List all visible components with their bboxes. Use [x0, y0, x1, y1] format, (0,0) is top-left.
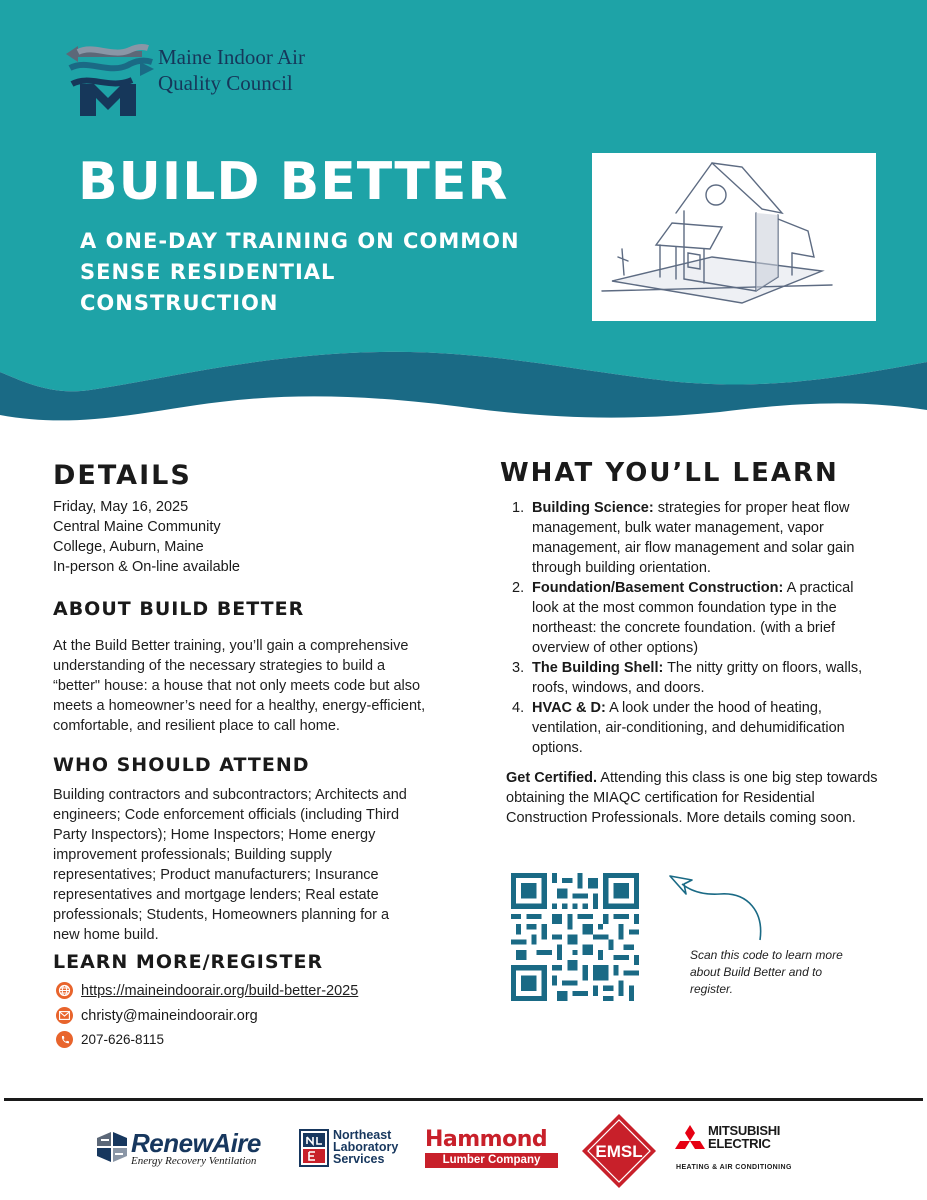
list-item: [512, 698, 882, 758]
mitsubishi-logo: [672, 1124, 798, 1174]
event-location: College, Auburn, Maine: [53, 539, 204, 555]
hammond-subname: Lumber Company: [425, 1153, 558, 1168]
emsl-logo: [580, 1112, 658, 1190]
mitsubishi-diamonds-icon: [674, 1124, 706, 1158]
register-heading: LEARN MORE/REGISTER: [53, 951, 324, 973]
nel-name-line1: Northeast: [333, 1128, 392, 1142]
renewaire-logo: [95, 1128, 285, 1168]
event-format: In-person & On-line available: [53, 559, 240, 575]
item-text: A look under the hood of heating, ventilation, air-conditioning, and dehumidification options.: [532, 700, 845, 756]
item-number: 4.: [512, 700, 525, 716]
mitsubishi-name-line1: MITSUBISHI: [708, 1123, 781, 1138]
list-item: [512, 498, 882, 578]
certification-note: [506, 768, 886, 828]
who-should-attend-text: Building contractors and subcontractors; Architects and engineers; Code enforcement officials (including Third Party Inspectors); Home Inspectors; Home energy improvement professionals; Building supply representatives; Product manufacturers; Insurance representatives and mortgage lenders; Real estate professionals; Students, Homeowners planning for a new home build.: [53, 787, 407, 943]
register-link[interactable]: https://maineindoorair.org/build-better-2025: [81, 982, 359, 999]
mitsubishi-tagline: HEATING & AIR CONDITIONING: [676, 1164, 792, 1171]
about-text: At the Build Better training, you’ll gain a comprehensive understanding of the necessary strategies to build a “better" house: a house that not only meets code but also meets a homeowner’s need for a healthy, energy-efficient, comfortable, and resilient place to call home.: [53, 638, 426, 734]
item-number: 2.: [512, 580, 525, 596]
nel-name-line3: Services: [333, 1152, 385, 1166]
list-item: [512, 658, 882, 698]
nel-logo: [299, 1127, 411, 1171]
page-subtitle: A ONE-DAY TRAINING ON COMMON SENSE RESIDENTIAL CONSTRUCTION: [80, 229, 520, 315]
event-date: Friday, May 16, 2025: [53, 499, 189, 515]
email-address[interactable]: christy@maineindoorair.org: [81, 1007, 258, 1024]
renewaire-name: RenewAire: [131, 1128, 261, 1158]
qr-scan-note: Scan this code to learn more about Build Better and to register.: [690, 948, 843, 996]
org-name: [158, 44, 305, 96]
nel-mark-icon: [299, 1129, 329, 1167]
who-should-attend-heading: WHO SHOULD ATTEND: [53, 754, 310, 776]
renewaire-mark-icon: [95, 1130, 129, 1166]
hammond-logo: [425, 1127, 560, 1169]
item-text: A practical look at the most common foundation type in the northeast: the concrete foundation. (with a brief overview of other options): [532, 580, 854, 656]
item-title: Foundation/Basement Construction:: [532, 580, 784, 596]
about-heading: ABOUT BUILD BETTER: [53, 598, 305, 620]
details-heading: DETAILS: [53, 460, 192, 491]
learning-topics-list: [512, 498, 882, 758]
house-sketch-image: [592, 153, 876, 321]
item-title: HVAC & D:: [532, 700, 606, 716]
emsl-name: EMSL: [595, 1142, 643, 1161]
item-number: 3.: [512, 660, 525, 676]
certification-text: Attending this class is one big step towards obtaining the MIAQC certification for Residential Construction Professionals. More details coming soon.: [506, 770, 878, 826]
emsl-diamond-icon: [580, 1112, 658, 1190]
org-name-line2: Quality Council: [158, 71, 293, 95]
website-contact: [56, 982, 358, 999]
certification-title: Get Certified.: [506, 770, 598, 786]
org-name-line1: Maine Indoor Air: [158, 45, 305, 69]
phone-contact: [56, 1031, 164, 1048]
list-item: [512, 578, 882, 658]
envelope-icon: [56, 1007, 73, 1024]
what-youll-learn-heading: WHAT YOU’LL LEARN: [500, 458, 839, 488]
renewaire-tagline: Energy Recovery Ventilation: [131, 1155, 257, 1167]
mitsubishi-name: [708, 1124, 780, 1150]
email-contact: [56, 1007, 258, 1024]
mitsubishi-name-line2: ELECTRIC: [708, 1136, 771, 1151]
item-text: strategies for proper heat flow management, bulk water management, vapor management, air flow management and solar gain through building orientation.: [532, 500, 855, 576]
qr-code[interactable]: [511, 873, 639, 1001]
hammond-name: Hammond: [425, 1127, 548, 1152]
item-number: 1.: [512, 500, 525, 516]
footer-divider: [4, 1098, 923, 1101]
nel-name-line2: Laboratory: [333, 1140, 399, 1154]
details-list: [53, 497, 353, 577]
item-title: Building Science:: [532, 500, 654, 516]
globe-icon: [56, 982, 73, 999]
nel-name: [333, 1129, 398, 1165]
item-text: The nitty gritty on floors, walls, roofs, windows, and doors.: [532, 660, 863, 696]
phone-icon: [56, 1031, 73, 1048]
page-title: BUILD BETTER: [78, 152, 509, 212]
phone-number[interactable]: 207-626-8115: [81, 1032, 165, 1047]
item-title: The Building Shell:: [532, 660, 664, 676]
curved-arrow-icon: [660, 872, 770, 944]
event-venue: Central Maine Community: [53, 519, 221, 535]
